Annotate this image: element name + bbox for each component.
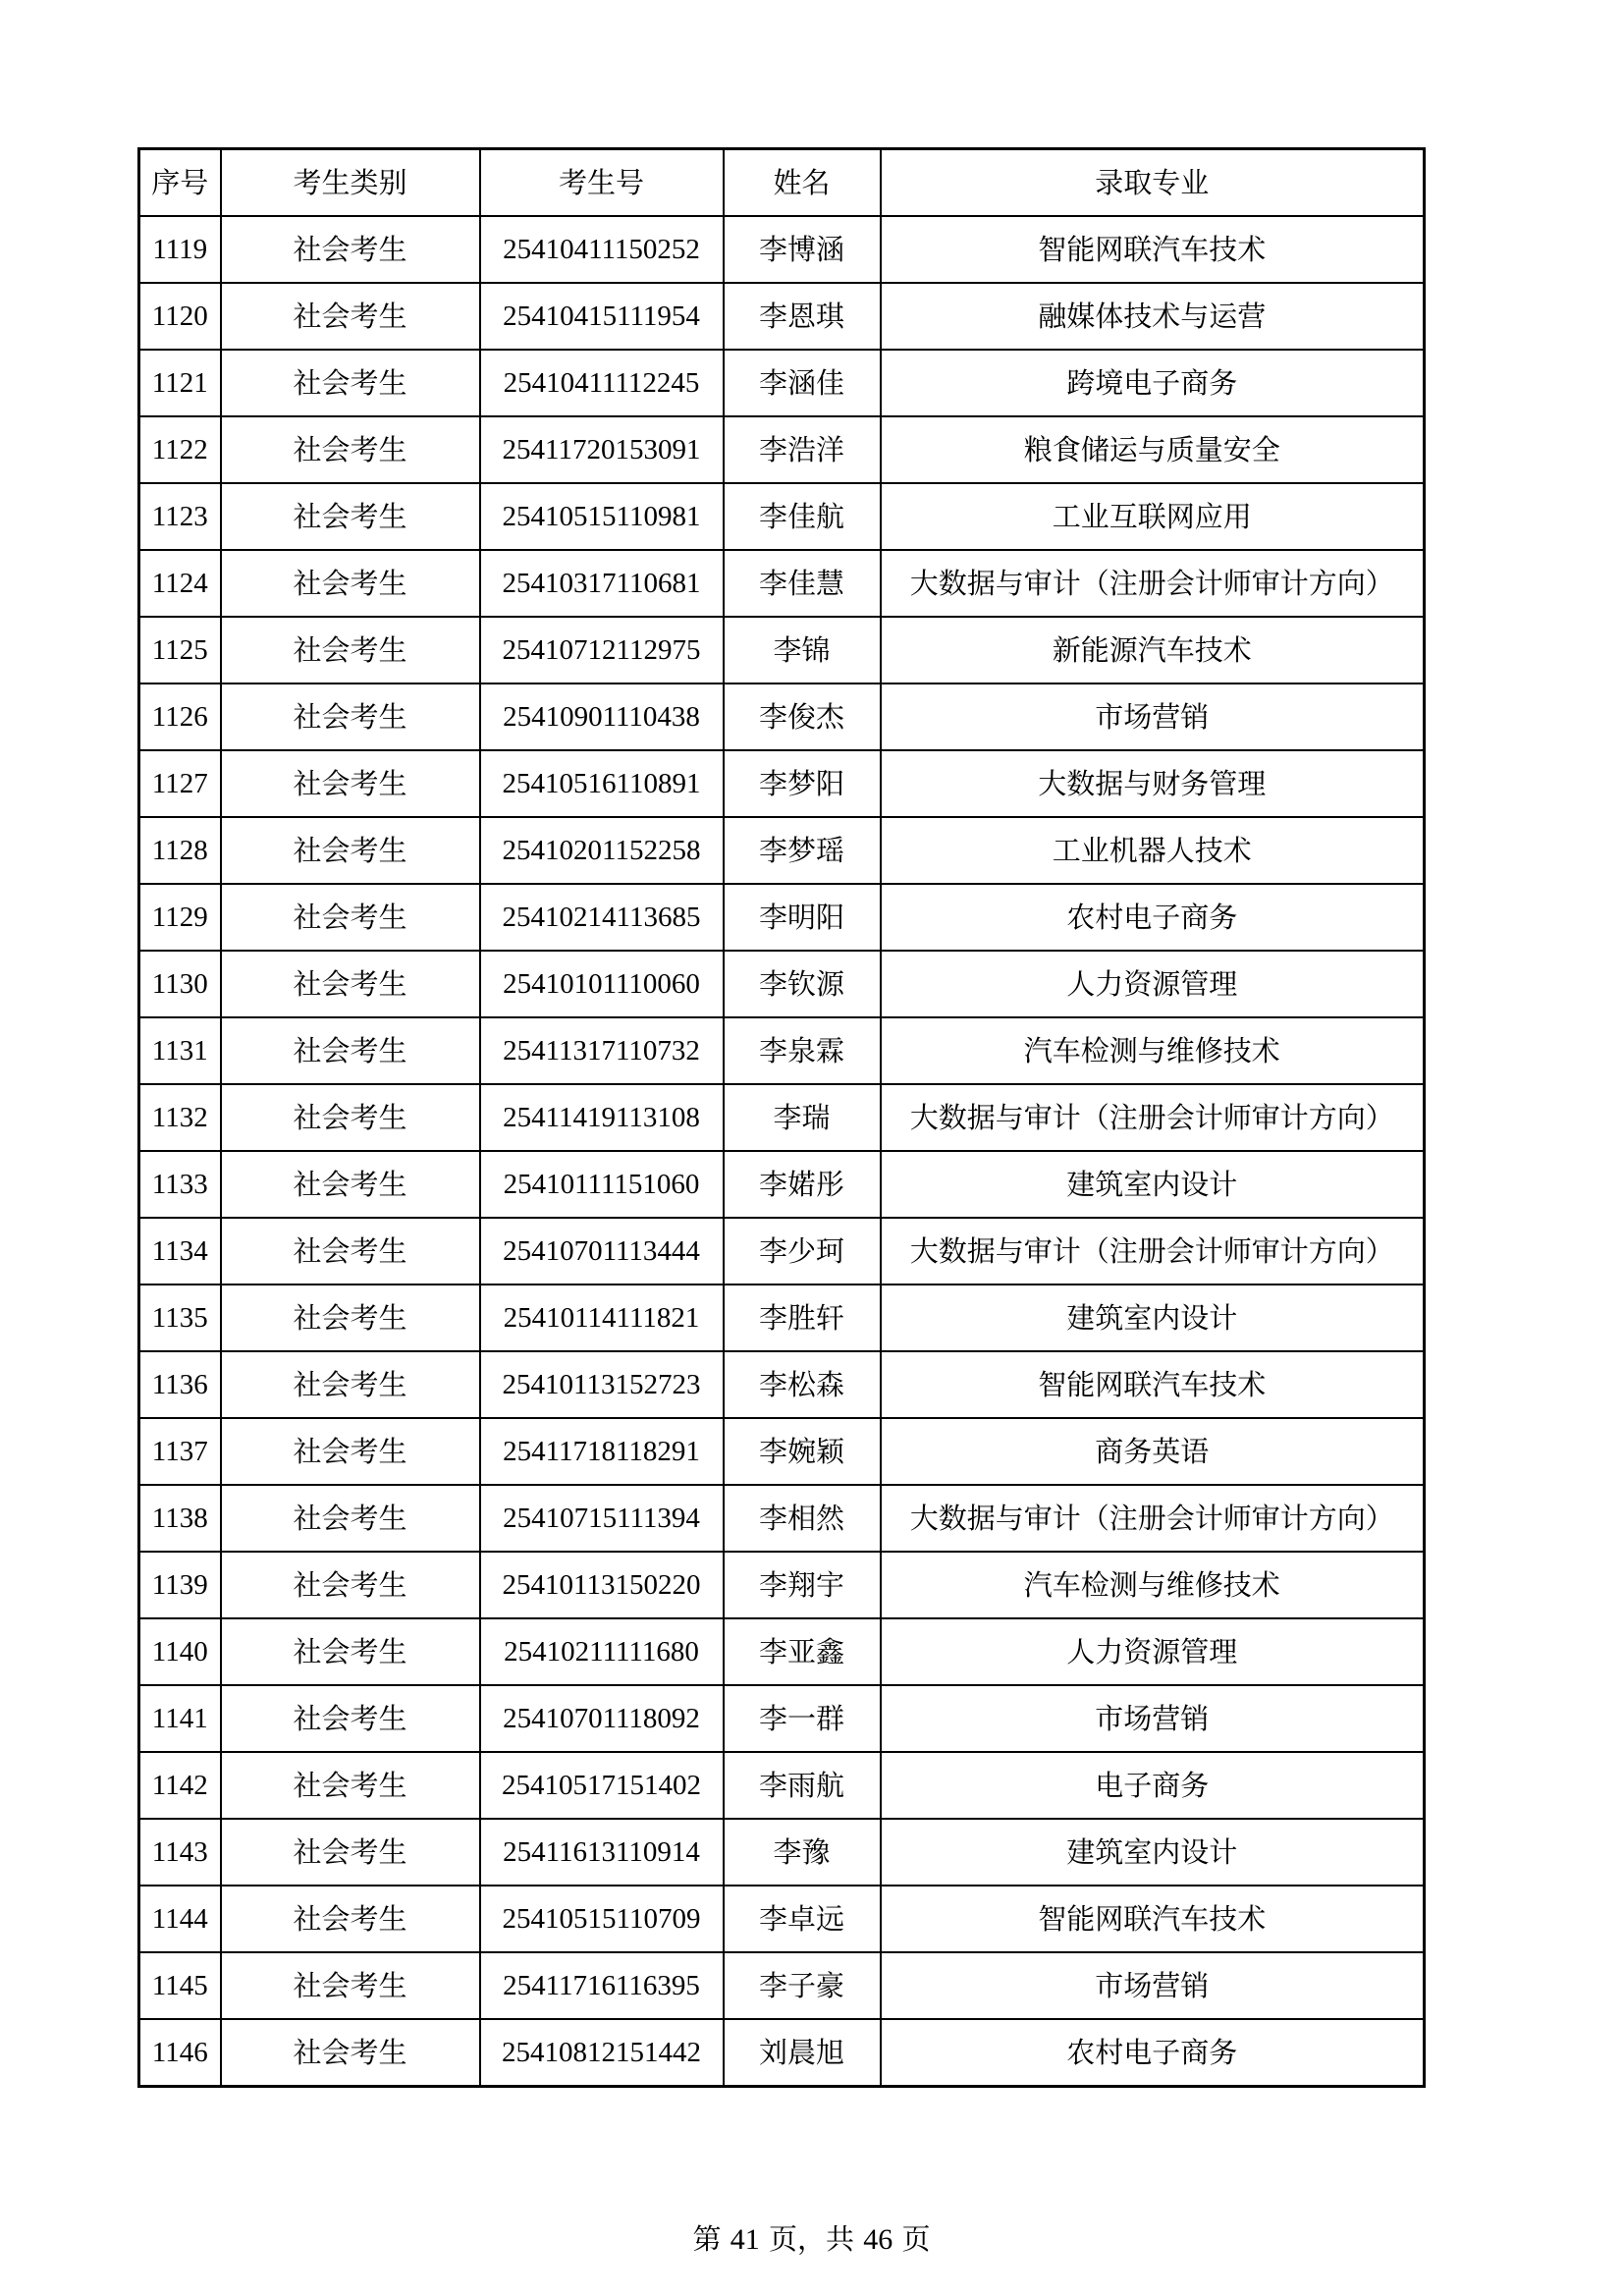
cell-type: 社会考生 bbox=[221, 1952, 480, 2019]
cell-name: 李佳慧 bbox=[724, 550, 881, 617]
header-id: 考生号 bbox=[480, 149, 724, 217]
cell-seq: 1119 bbox=[139, 216, 221, 283]
cell-major: 市场营销 bbox=[881, 1685, 1425, 1752]
header-major: 录取专业 bbox=[881, 149, 1425, 217]
cell-major: 大数据与审计（注册会计师审计方向） bbox=[881, 1084, 1425, 1151]
cell-type: 社会考生 bbox=[221, 1285, 480, 1351]
cell-type: 社会考生 bbox=[221, 1552, 480, 1618]
table-header bbox=[139, 149, 1425, 217]
table-row bbox=[139, 1952, 1425, 2019]
cell-major: 建筑室内设计 bbox=[881, 1819, 1425, 1886]
table-row bbox=[139, 1618, 1425, 1685]
cell-major: 电子商务 bbox=[881, 1752, 1425, 1819]
table-row bbox=[139, 350, 1425, 416]
cell-name: 李佳航 bbox=[724, 483, 881, 550]
cell-major: 大数据与审计（注册会计师审计方向） bbox=[881, 550, 1425, 617]
cell-exam-id: 25410901110438 bbox=[480, 683, 724, 750]
cell-major: 大数据与财务管理 bbox=[881, 750, 1425, 817]
cell-name: 李胜轩 bbox=[724, 1285, 881, 1351]
cell-seq: 1141 bbox=[139, 1685, 221, 1752]
cell-type: 社会考生 bbox=[221, 817, 480, 884]
cell-type: 社会考生 bbox=[221, 416, 480, 483]
cell-exam-id: 25410317110681 bbox=[480, 550, 724, 617]
cell-name: 李瑞 bbox=[724, 1084, 881, 1151]
cell-type: 社会考生 bbox=[221, 1485, 480, 1552]
header-type: 考生类别 bbox=[221, 149, 480, 217]
cell-type: 社会考生 bbox=[221, 1886, 480, 1952]
cell-name: 李翔宇 bbox=[724, 1552, 881, 1618]
cell-type: 社会考生 bbox=[221, 1418, 480, 1485]
cell-type: 社会考生 bbox=[221, 350, 480, 416]
cell-major: 商务英语 bbox=[881, 1418, 1425, 1485]
cell-exam-id: 25411720153091 bbox=[480, 416, 724, 483]
table-row bbox=[139, 750, 1425, 817]
table-row bbox=[139, 617, 1425, 683]
header-name: 姓名 bbox=[724, 149, 881, 217]
cell-seq: 1137 bbox=[139, 1418, 221, 1485]
table-row bbox=[139, 216, 1425, 283]
cell-seq: 1128 bbox=[139, 817, 221, 884]
table-row bbox=[139, 1685, 1425, 1752]
cell-seq: 1146 bbox=[139, 2019, 221, 2087]
cell-name: 李相然 bbox=[724, 1485, 881, 1552]
cell-exam-id: 25410214113685 bbox=[480, 884, 724, 951]
table-row bbox=[139, 283, 1425, 350]
cell-type: 社会考生 bbox=[221, 1752, 480, 1819]
cell-seq: 1129 bbox=[139, 884, 221, 951]
cell-exam-id: 25410201152258 bbox=[480, 817, 724, 884]
cell-name: 李婉颖 bbox=[724, 1418, 881, 1485]
cell-exam-id: 25410113150220 bbox=[480, 1552, 724, 1618]
cell-seq: 1130 bbox=[139, 951, 221, 1017]
cell-major: 工业互联网应用 bbox=[881, 483, 1425, 550]
cell-major: 汽车检测与维修技术 bbox=[881, 1552, 1425, 1618]
cell-seq: 1142 bbox=[139, 1752, 221, 1819]
table-row bbox=[139, 1351, 1425, 1418]
table-row bbox=[139, 884, 1425, 951]
cell-seq: 1143 bbox=[139, 1819, 221, 1886]
cell-type: 社会考生 bbox=[221, 1218, 480, 1285]
table-row bbox=[139, 2019, 1425, 2087]
footer-current-page: 41 bbox=[730, 2223, 760, 2256]
cell-seq: 1145 bbox=[139, 1952, 221, 2019]
table-row bbox=[139, 1218, 1425, 1285]
cell-type: 社会考生 bbox=[221, 483, 480, 550]
cell-exam-id: 25410516110891 bbox=[480, 750, 724, 817]
cell-seq: 1123 bbox=[139, 483, 221, 550]
cell-name: 李明阳 bbox=[724, 884, 881, 951]
cell-major: 智能网联汽车技术 bbox=[881, 1886, 1425, 1952]
footer-suffix: 页 bbox=[901, 2222, 931, 2256]
footer-prefix: 第 bbox=[692, 2222, 722, 2256]
cell-major: 农村电子商务 bbox=[881, 2019, 1425, 2087]
cell-type: 社会考生 bbox=[221, 1819, 480, 1886]
cell-seq: 1139 bbox=[139, 1552, 221, 1618]
cell-seq: 1131 bbox=[139, 1017, 221, 1084]
cell-major: 大数据与审计（注册会计师审计方向） bbox=[881, 1218, 1425, 1285]
cell-name: 李梦瑶 bbox=[724, 817, 881, 884]
table-row bbox=[139, 1752, 1425, 1819]
table-row bbox=[139, 1017, 1425, 1084]
cell-major: 融媒体技术与运营 bbox=[881, 283, 1425, 350]
cell-major: 智能网联汽车技术 bbox=[881, 216, 1425, 283]
table-row bbox=[139, 416, 1425, 483]
cell-seq: 1126 bbox=[139, 683, 221, 750]
cell-type: 社会考生 bbox=[221, 550, 480, 617]
cell-major: 工业机器人技术 bbox=[881, 817, 1425, 884]
cell-major: 粮食储运与质量安全 bbox=[881, 416, 1425, 483]
cell-major: 跨境电子商务 bbox=[881, 350, 1425, 416]
table-row bbox=[139, 1418, 1425, 1485]
cell-exam-id: 25411716116395 bbox=[480, 1952, 724, 2019]
cell-name: 李恩琪 bbox=[724, 283, 881, 350]
table-row bbox=[139, 683, 1425, 750]
cell-seq: 1138 bbox=[139, 1485, 221, 1552]
cell-major: 新能源汽车技术 bbox=[881, 617, 1425, 683]
cell-exam-id: 25410515110981 bbox=[480, 483, 724, 550]
table-row bbox=[139, 550, 1425, 617]
cell-major: 人力资源管理 bbox=[881, 1618, 1425, 1685]
cell-name: 李子豪 bbox=[724, 1952, 881, 2019]
cell-exam-id: 25411317110732 bbox=[480, 1017, 724, 1084]
cell-name: 李雨航 bbox=[724, 1752, 881, 1819]
cell-type: 社会考生 bbox=[221, 1685, 480, 1752]
table-row bbox=[139, 1886, 1425, 1952]
cell-exam-id: 25410515110709 bbox=[480, 1886, 724, 1952]
cell-type: 社会考生 bbox=[221, 750, 480, 817]
cell-exam-id: 25411613110914 bbox=[480, 1819, 724, 1886]
cell-name: 李锦 bbox=[724, 617, 881, 683]
table-row bbox=[139, 1285, 1425, 1351]
footer-total-pages: 46 bbox=[863, 2223, 893, 2256]
cell-type: 社会考生 bbox=[221, 884, 480, 951]
cell-name: 李卓远 bbox=[724, 1886, 881, 1952]
cell-type: 社会考生 bbox=[221, 1151, 480, 1218]
table-row bbox=[139, 1485, 1425, 1552]
cell-exam-id: 25411419113108 bbox=[480, 1084, 724, 1151]
cell-seq: 1132 bbox=[139, 1084, 221, 1151]
cell-name: 李俊杰 bbox=[724, 683, 881, 750]
cell-name: 李泉霖 bbox=[724, 1017, 881, 1084]
cell-name: 李婼彤 bbox=[724, 1151, 881, 1218]
cell-name: 李一群 bbox=[724, 1685, 881, 1752]
cell-exam-id: 25410517151402 bbox=[480, 1752, 724, 1819]
cell-type: 社会考生 bbox=[221, 683, 480, 750]
table-row bbox=[139, 1151, 1425, 1218]
table-body bbox=[139, 216, 1425, 2087]
cell-name: 李钦源 bbox=[724, 951, 881, 1017]
admission-table bbox=[137, 147, 1426, 2088]
cell-exam-id: 25410114111821 bbox=[480, 1285, 724, 1351]
cell-seq: 1122 bbox=[139, 416, 221, 483]
cell-major: 市场营销 bbox=[881, 683, 1425, 750]
cell-seq: 1144 bbox=[139, 1886, 221, 1952]
table-row bbox=[139, 817, 1425, 884]
cell-seq: 1125 bbox=[139, 617, 221, 683]
cell-major: 市场营销 bbox=[881, 1952, 1425, 2019]
cell-exam-id: 25410411112245 bbox=[480, 350, 724, 416]
cell-name: 李浩洋 bbox=[724, 416, 881, 483]
page-footer bbox=[0, 2217, 1623, 2258]
cell-exam-id: 25410701113444 bbox=[480, 1218, 724, 1285]
cell-exam-id: 25410415111954 bbox=[480, 283, 724, 350]
cell-type: 社会考生 bbox=[221, 216, 480, 283]
cell-type: 社会考生 bbox=[221, 951, 480, 1017]
footer-middle: 页，共 bbox=[768, 2222, 854, 2256]
cell-exam-id: 25410411150252 bbox=[480, 216, 724, 283]
cell-type: 社会考生 bbox=[221, 283, 480, 350]
cell-type: 社会考生 bbox=[221, 1084, 480, 1151]
cell-name: 李豫 bbox=[724, 1819, 881, 1886]
cell-exam-id: 25410111151060 bbox=[480, 1151, 724, 1218]
cell-type: 社会考生 bbox=[221, 1618, 480, 1685]
cell-name: 李少珂 bbox=[724, 1218, 881, 1285]
table-row bbox=[139, 1084, 1425, 1151]
table-row bbox=[139, 951, 1425, 1017]
cell-exam-id: 25410812151442 bbox=[480, 2019, 724, 2087]
cell-seq: 1120 bbox=[139, 283, 221, 350]
cell-major: 汽车检测与维修技术 bbox=[881, 1017, 1425, 1084]
cell-seq: 1140 bbox=[139, 1618, 221, 1685]
cell-seq: 1127 bbox=[139, 750, 221, 817]
cell-name: 李松森 bbox=[724, 1351, 881, 1418]
cell-name: 刘晨旭 bbox=[724, 2019, 881, 2087]
cell-major: 人力资源管理 bbox=[881, 951, 1425, 1017]
cell-name: 李博涵 bbox=[724, 216, 881, 283]
cell-name: 李涵佳 bbox=[724, 350, 881, 416]
cell-major: 建筑室内设计 bbox=[881, 1151, 1425, 1218]
cell-major: 建筑室内设计 bbox=[881, 1285, 1425, 1351]
cell-seq: 1136 bbox=[139, 1351, 221, 1418]
cell-type: 社会考生 bbox=[221, 1351, 480, 1418]
cell-exam-id: 25411718118291 bbox=[480, 1418, 724, 1485]
cell-type: 社会考生 bbox=[221, 1017, 480, 1084]
cell-seq: 1133 bbox=[139, 1151, 221, 1218]
cell-seq: 1134 bbox=[139, 1218, 221, 1285]
cell-exam-id: 25410701118092 bbox=[480, 1685, 724, 1752]
header-row bbox=[139, 149, 1425, 217]
cell-exam-id: 25410211111680 bbox=[480, 1618, 724, 1685]
cell-exam-id: 25410715111394 bbox=[480, 1485, 724, 1552]
header-seq: 序号 bbox=[139, 149, 221, 217]
cell-type: 社会考生 bbox=[221, 617, 480, 683]
cell-major: 智能网联汽车技术 bbox=[881, 1351, 1425, 1418]
cell-name: 李梦阳 bbox=[724, 750, 881, 817]
cell-type: 社会考生 bbox=[221, 2019, 480, 2087]
cell-seq: 1124 bbox=[139, 550, 221, 617]
cell-major: 大数据与审计（注册会计师审计方向） bbox=[881, 1485, 1425, 1552]
table-row bbox=[139, 1552, 1425, 1618]
cell-seq: 1121 bbox=[139, 350, 221, 416]
cell-major: 农村电子商务 bbox=[881, 884, 1425, 951]
table-row bbox=[139, 483, 1425, 550]
cell-seq: 1135 bbox=[139, 1285, 221, 1351]
cell-exam-id: 25410101110060 bbox=[480, 951, 724, 1017]
table-row bbox=[139, 1819, 1425, 1886]
cell-name: 李亚鑫 bbox=[724, 1618, 881, 1685]
cell-exam-id: 25410113152723 bbox=[480, 1351, 724, 1418]
cell-exam-id: 25410712112975 bbox=[480, 617, 724, 683]
